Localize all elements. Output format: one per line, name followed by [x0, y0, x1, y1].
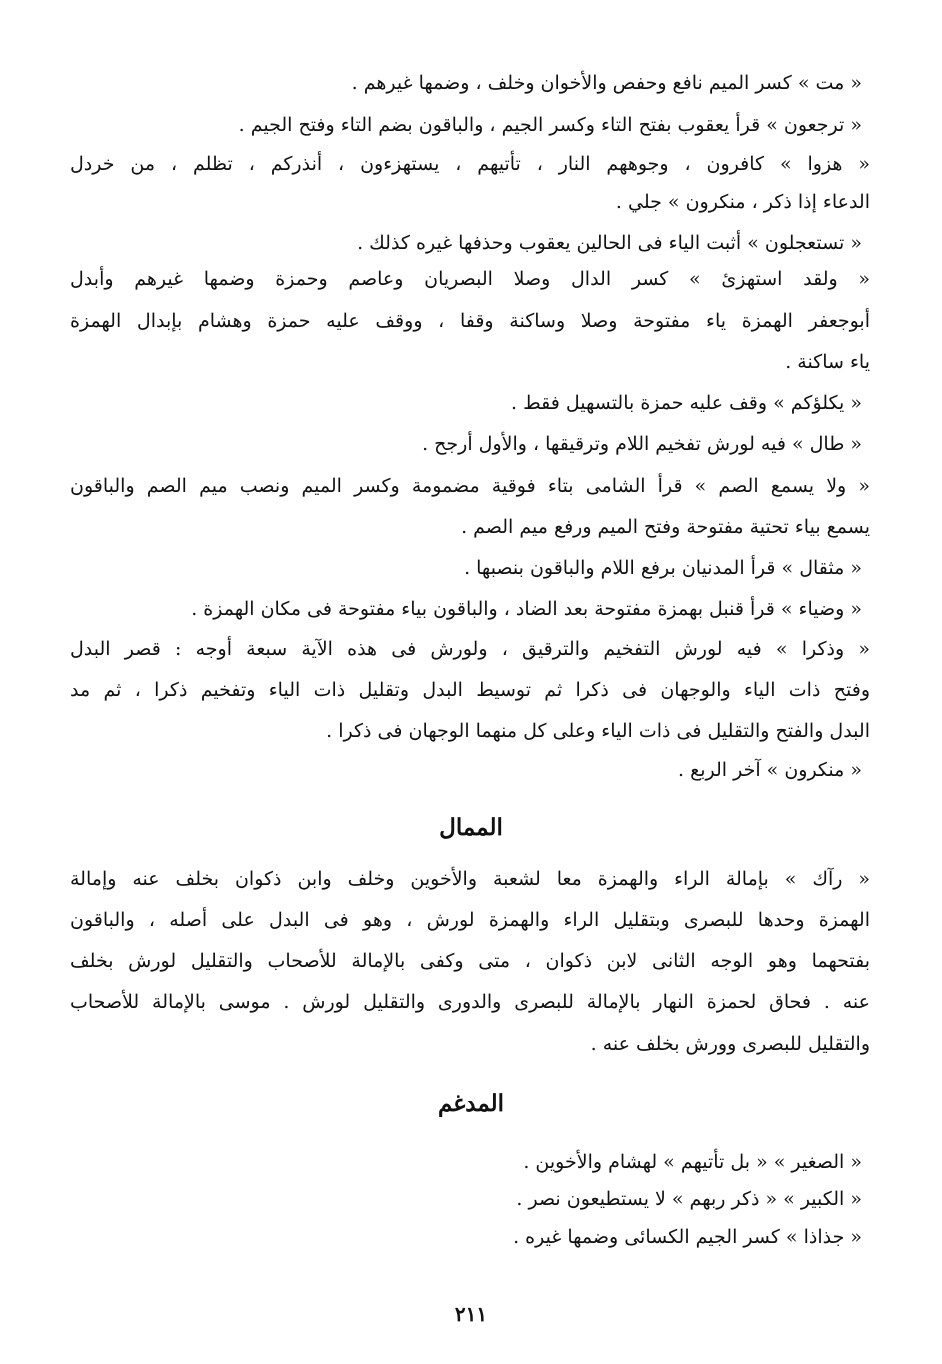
text-line: « ترجعون » قرأ يعقوب بفتح التاء وكسر الجيم ، والباقون بضم التاء وفتح الجيم . — [238, 114, 862, 136]
text-line: البدل والفتح والتقليل فى ذات الياء وعلى كل منهما الوجهان فى ذكرا . — [326, 720, 870, 742]
text-line: « ولقد استهزئ » كسر الدال وصلا البصريان وعاصم وحمزة وضمها غيرهم وأبدل — [70, 268, 870, 290]
text-line: « منكرون » آخر الربع . — [678, 759, 862, 781]
text-line: « يكلؤكم » وقف عليه حمزة بالتسهيل فقط . — [511, 392, 862, 414]
text-line: الدعاء إذا ذكر ، منكرون » جلي . — [615, 191, 870, 213]
section-heading-mumal: الممال — [439, 814, 503, 841]
text-line: وفتح ذات الياء والوجهان فى ذكرا ثم توسيط البدل وتقليل ذات الياء وتفخيم ذكرا ، ثم مد — [70, 679, 870, 701]
text-line: ياء ساكنة . — [785, 351, 870, 373]
page-number: ٢١١ — [454, 1302, 488, 1326]
text-line: « الصغير » « بل تأتيهم » لهشام والأخوين . — [523, 1151, 862, 1173]
text-line: عنه . فحاق لحمزة النهار بالإمالة للبصرى والدورى والتقليل لورش . موسى بالإمالة للأصحاب — [70, 991, 870, 1013]
text-line: « وضياء » قرأ قنبل بهمزة مفتوحة بعد الضاد ، والباقون بياء مفتوحة فى مكان الهمزة . — [191, 598, 862, 620]
text-line: « طال » فيه لورش تفخيم اللام وترقيقها ، والأول أرجح . — [422, 433, 862, 455]
text-line: أبوجعفر الهمزة ياء مفتوحة وصلا وساكنة وقفا ، ووقف عليه حمزة وهشام بإبدال الهمزة — [70, 310, 870, 332]
text-line: « الكبير » « ذكر ربهم » لا يستطيعون نصر . — [516, 1188, 862, 1210]
text-line: « رآك » بإمالة الراء والهمزة معا لشعبة والأخوين وخلف وابن ذكوان بخلف عنه وإمالة — [70, 868, 870, 890]
text-line: « هزوا » كافرون ، وجوههم النار ، تأتيهم ، يستهزءون ، أنذركم ، تظلم ، من خردل — [70, 153, 870, 175]
text-line: « ولا يسمع الصم » قرأ الشامى بتاء فوقية مضمومة وكسر الميم ونصب ميم الصم والباقون — [70, 475, 870, 497]
section-heading-mudgham: المدغم — [437, 1090, 505, 1117]
text-line: يسمع بياء تحتية مفتوحة وفتح الميم ورفع ميم الصم . — [461, 516, 870, 538]
text-line: « جذاذا » كسر الجيم الكسائى وضمها غيره . — [513, 1226, 862, 1248]
text-line: بفتحهما وهو الوجه الثانى لابن ذكوان ، متى وكفى بالإمالة للأصحاب والتقليل لورش بخلف — [70, 950, 870, 972]
text-line: « وذكرا » فيه لورش التفخيم والترقيق ، ولورش فى هذه الآية سبعة أوجه : قصر البدل — [70, 638, 870, 660]
text-line: « مت » كسر الميم نافع وحفص والأخوان وخلف ، وضمها غيرهم . — [351, 72, 862, 94]
text-line: والتقليل للبصرى وورش بخلف عنه . — [590, 1033, 870, 1055]
text-line: « مثقال » قرأ المدنيان برفع اللام والباقون بنصبها . — [464, 557, 862, 579]
text-line: « تستعجلون » أثبت الياء فى الحالين يعقوب وحذفها غيره كذلك . — [357, 232, 862, 254]
text-line: الهمزة وحدها للبصرى وبتقليل الراء والهمزة لورش ، وهو فى البدل على أصله ، والباقون — [70, 909, 870, 931]
